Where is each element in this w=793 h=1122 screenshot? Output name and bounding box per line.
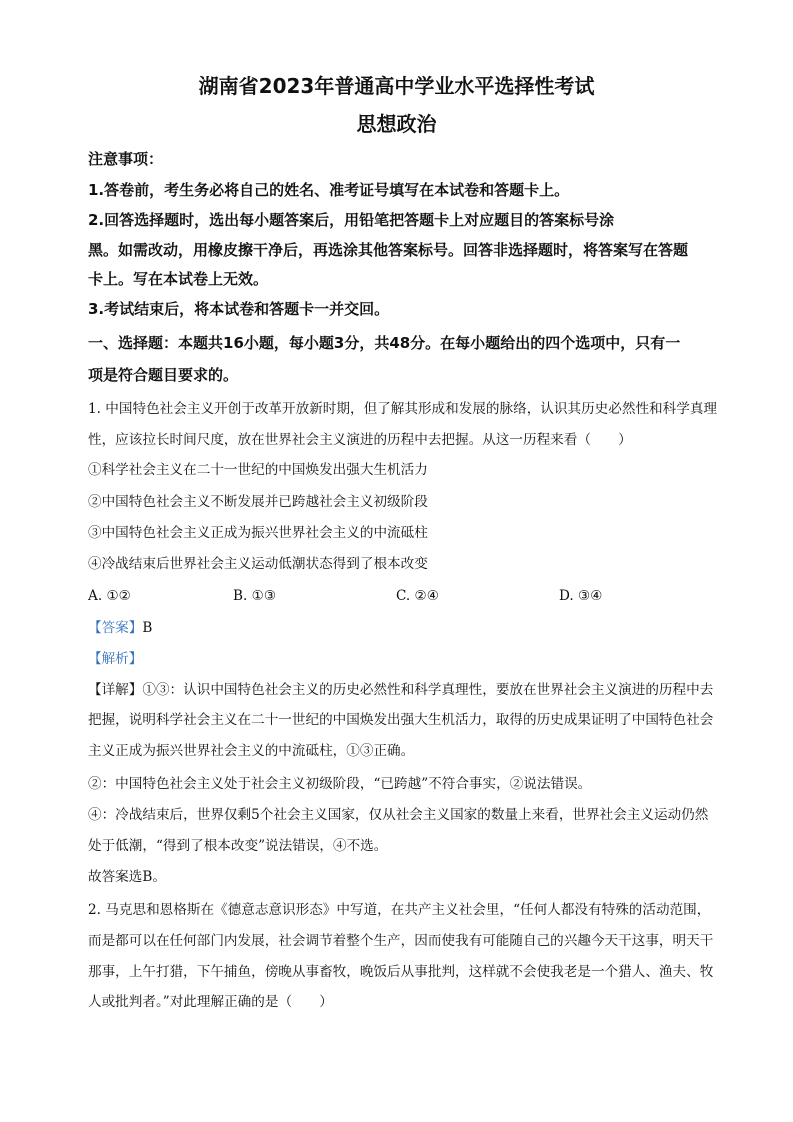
q1-detail: ④：冷战结束后，世界仅剩5个社会主义国家，仅从社会主义国家的数量上来看，世界社会主义运动仍然 [88, 807, 709, 823]
section-heading: 项是符合题目要求的。 [88, 366, 239, 384]
q1-option-d: D. ③④ [559, 588, 603, 604]
q1-statement: ③中国特色社会主义正成为振兴世界社会主义的中流砥柱 [88, 525, 428, 541]
q2-stem: 2. 马克思和恩格斯在《德意志意识形态》中写道，在共产主义社会里，“任何人都没有特殊的活动范围， [88, 902, 711, 918]
q1-statement: ④冷战结束后世界社会主义运动低潮状态得到了根本改变 [88, 556, 428, 572]
q2-stem: 那事，上午打猎，下午捕鱼，傍晚从事畜牧，晚饭后从事批判，这样就不会使我老是一个猎人、渔夫、牧 [88, 964, 714, 980]
notice-line: 卡上。写在本试卷上无效。 [88, 270, 269, 288]
notice-line: 2.回答选择题时，选出每小题答案后，用铅笔把答题卡上对应题目的答案标号涂 [88, 211, 615, 229]
q1-detail: 主义正成为振兴世界社会主义的中流砥柱，①③正确。 [88, 743, 415, 759]
q1-detail: 把握，说明科学社会主义在二十一世纪的中国焕发出强大生机活力，取得的历史成果证明了中国特色社会 [88, 712, 714, 728]
q1-stem: 性，应该拉长时间尺度，放在世界社会主义演进的历程中去把握。从这一历程来看（ ） [88, 432, 632, 448]
notice-heading: 注意事项： [88, 150, 164, 168]
exam-subject: 思想政治 [356, 112, 437, 136]
q1-stem: 1. 中国特色社会主义开创于改革开放新时期，但了解其形成和发展的脉络，认识其历史必然性和科学真理 [88, 401, 718, 417]
q1-option-b: B. ①③ [233, 588, 277, 604]
notice-line: 1.答卷前，考生务必将自己的姓名、准考证号填写在本试卷和答题卡上。 [88, 181, 570, 199]
q1-option-c: C. ②④ [396, 588, 439, 604]
q1-answer [88, 618, 152, 638]
q1-option-a: A. ①② [88, 588, 131, 604]
answer-label: 【答案】 [88, 620, 143, 636]
q1-detail: 处于低潮，“得到了根本改变”说法错误，④不选。 [88, 838, 388, 854]
q1-detail: ②：中国特色社会主义处于社会主义初级阶段，“已跨越”不符合事实，②说法错误。 [88, 776, 592, 792]
exam-title: 湖南省2023年普通高中学业水平选择性考试 [198, 74, 595, 98]
q1-detail [88, 680, 713, 700]
q2-stem: 人或批判者。”对此理解正确的是（ ） [88, 994, 333, 1010]
detail-label: 【详解】 [88, 682, 143, 698]
answer-value: B [142, 620, 153, 636]
notice-line: 3.考试结束后，将本试卷和答题卡一并交回。 [88, 300, 390, 318]
section-heading: 一、选择题：本题共16小题，每小题3分，共48分。在每小题给出的四个选项中，只有一 [88, 334, 681, 352]
q2-stem: 而是都可以在任何部门内发展，社会调节着整个生产，因而使我有可能随自己的兴趣今天干这事，明天干 [88, 933, 714, 949]
detail-text: ①③：认识中国特色社会主义的历史必然性和科学真理性，要放在世界社会主义演进的历程中去 [142, 682, 714, 698]
q1-detail: 故答案选B。 [88, 869, 166, 885]
notice-line: 黑。如需改动，用橡皮擦干净后，再选涂其他答案标号。回答非选择题时，将答案写在答题 [88, 241, 689, 259]
analysis-label: 【解析】 [88, 651, 143, 667]
q1-statement: ①科学社会主义在二十一世纪的中国焕发出强大生机活力 [88, 462, 428, 478]
q1-statement: ②中国特色社会主义不断发展并已跨越社会主义初级阶段 [88, 494, 428, 510]
